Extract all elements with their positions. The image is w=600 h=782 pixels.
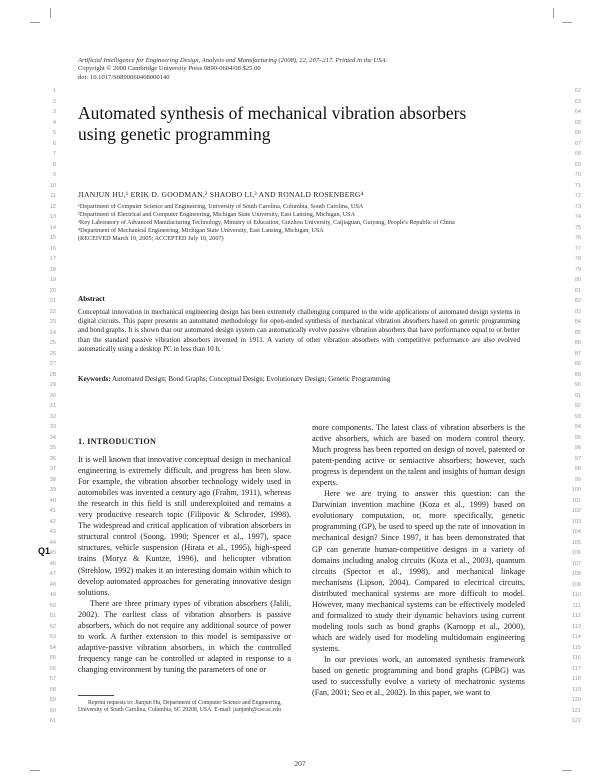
line-number: 8 xyxy=(52,161,56,168)
line-number: 94 xyxy=(574,424,581,430)
reprint-footnote: Reprint requests to: Jianjun Hu, Department of Computer Science and Engineering, University of South Carolina, Columbia, SC 29208, USA. E-mail: jianjunh@cse.sc.edu xyxy=(78,700,282,714)
crop-mark-top-right-v xyxy=(553,8,554,18)
line-number: 40 xyxy=(49,497,56,504)
line-number: 37 xyxy=(49,466,56,472)
crop-mark-top-right xyxy=(562,22,572,23)
line-number: 24 xyxy=(49,329,56,336)
crop-mark-top-left xyxy=(30,22,40,23)
line-number: 103 xyxy=(571,518,581,525)
line-number: 120 xyxy=(571,697,581,703)
line-number: 39 xyxy=(49,487,56,493)
line-number: 60 xyxy=(49,707,56,714)
line-number: 49 xyxy=(49,592,56,598)
line-number: 84 xyxy=(574,319,581,325)
abstract-heading: Abstract xyxy=(78,295,105,303)
affiliations xyxy=(78,203,518,243)
line-number: 97 xyxy=(574,455,581,462)
line-number: 111 xyxy=(572,602,581,609)
line-number: 25 xyxy=(49,340,56,346)
line-number: 121 xyxy=(571,707,581,714)
line-number: 69 xyxy=(574,161,581,168)
line-numbers-left xyxy=(42,86,56,727)
line-number: 68 xyxy=(574,151,581,157)
line-number: 2 xyxy=(52,98,56,105)
line-number: 57 xyxy=(49,676,56,682)
line-number: 95 xyxy=(574,434,581,441)
journal-doi[interactable]: doi: 10.1017/S0890060408000140 xyxy=(78,73,170,81)
keywords xyxy=(78,375,390,383)
keywords-label: Keywords: xyxy=(78,375,111,383)
line-number: 122 xyxy=(571,718,581,724)
line-number: 18 xyxy=(49,266,56,273)
line-number: 12 xyxy=(49,203,56,210)
line-number: 74 xyxy=(574,214,581,220)
paper-title: Automated synthesis of mechanical vibration absorbers using genetic programming xyxy=(78,103,467,144)
line-number: 19 xyxy=(49,277,56,283)
affiliation-1: ¹Department of Computer Science and Engineering, University of South Carolina, Columbia, South Carolina, USA xyxy=(78,203,364,210)
line-number: 101 xyxy=(571,497,581,504)
line-number: 75 xyxy=(574,224,581,231)
line-number: 70 xyxy=(574,172,581,178)
line-number: 92 xyxy=(574,403,581,409)
line-number: 83 xyxy=(574,308,581,315)
paragraph: more components. The latest class of vibration absorbers is the active absorbers, which are based on modern control theory. Much progress has been reported on design of novel, patented or patent-pending active or semiactive absorbers; however, such progress is dependent on the talent and insights of human design experts. xyxy=(312,423,525,488)
line-number: 71 xyxy=(574,182,581,189)
line-number: 98 xyxy=(574,466,581,472)
line-number: 4 xyxy=(52,119,56,126)
line-number: 104 xyxy=(571,529,581,535)
line-number: 105 xyxy=(571,539,581,546)
line-number: 107 xyxy=(571,560,581,567)
line-number: 59 xyxy=(49,697,56,703)
line-number: 72 xyxy=(574,193,581,199)
line-number: 54 xyxy=(49,644,56,651)
line-number: 62 xyxy=(574,88,581,94)
received-dates: (RECEIVED March 10, 2005; ACCEPTED July 10, 2007) xyxy=(78,235,224,243)
line-number: 118 xyxy=(572,676,581,682)
line-number: 26 xyxy=(49,350,56,357)
line-number: 52 xyxy=(49,623,56,630)
affiliation-4: ⁴Department of Mechanical Engineering, Michigan State University, East Lansing, Michigan, USA xyxy=(78,227,324,235)
line-number: 106 xyxy=(571,550,581,556)
line-number: 93 xyxy=(574,413,581,420)
line-number: 116 xyxy=(572,655,581,661)
affiliation-2: ²Department of Electrical and Computer Engineering, Michigan State University, East Lansing, Michigan, USA xyxy=(78,211,356,219)
body-column-left xyxy=(78,436,291,675)
line-number: 117 xyxy=(572,665,581,672)
line-number: 21 xyxy=(49,298,56,304)
line-number: 34 xyxy=(49,434,56,441)
line-number: 32 xyxy=(49,413,56,420)
line-number: 109 xyxy=(571,581,581,588)
line-number: 35 xyxy=(49,445,56,451)
line-number: 66 xyxy=(574,130,581,136)
line-number: 89 xyxy=(574,371,581,378)
line-number: 23 xyxy=(49,319,56,325)
line-number: 42 xyxy=(49,518,56,525)
line-number: 51 xyxy=(49,613,56,619)
line-number: 20 xyxy=(49,287,56,294)
line-number: 112 xyxy=(572,613,581,619)
journal-copyright: Copyright © 2008 Cambridge University Press 0890-0604/08 $25.00 xyxy=(78,65,261,73)
line-number: 16 xyxy=(49,245,56,252)
line-number: 56 xyxy=(49,665,56,672)
line-number: 100 xyxy=(571,487,581,493)
line-number: 110 xyxy=(572,592,581,598)
line-number: 31 xyxy=(49,403,56,409)
author-list: JIANJUN HU,¹ ERIK D. GOODMAN,² SHAOBO LI,³ AND RONALD ROSENBERG⁴ xyxy=(78,190,364,199)
line-number: 10 xyxy=(49,182,56,189)
line-number: 64 xyxy=(574,109,581,115)
journal-citation: Artificial Intelligence for Engineering Design, Analysis and Manufacturing (2008), 22, 207–217. Printed in the USA. xyxy=(78,57,388,64)
line-number: 85 xyxy=(574,329,581,336)
line-number: 99 xyxy=(574,476,581,483)
body-column-right xyxy=(312,422,525,698)
line-number: 77 xyxy=(574,245,581,252)
crop-mark-top-left-v xyxy=(50,8,51,18)
line-number: 61 xyxy=(49,718,56,724)
line-number: 11 xyxy=(50,193,56,199)
footnote-divider xyxy=(78,695,114,696)
line-number: 113 xyxy=(572,623,581,630)
line-number: 22 xyxy=(49,308,56,315)
line-number: 6 xyxy=(52,140,56,147)
line-number: 67 xyxy=(574,140,581,147)
line-number: 86 xyxy=(574,340,581,346)
line-number: 119 xyxy=(572,686,581,693)
line-number: 14 xyxy=(49,224,56,231)
line-number: 96 xyxy=(574,445,581,451)
line-number: 78 xyxy=(574,256,581,262)
line-number: 29 xyxy=(49,382,56,388)
line-number: 55 xyxy=(49,655,56,661)
line-number: 44 xyxy=(49,539,56,546)
page-number: 207 xyxy=(294,759,306,768)
line-number: 114 xyxy=(572,634,581,640)
query-marker: Q1 xyxy=(38,546,51,556)
line-number: 80 xyxy=(574,277,581,283)
line-number: 33 xyxy=(49,424,56,430)
line-number: 3 xyxy=(52,109,56,115)
keywords-text: Automated Design; Bond Graphs; Conceptual Design; Evolutionary Design; Genetic Programming xyxy=(112,375,391,383)
line-number: 63 xyxy=(574,98,581,105)
line-number: 5 xyxy=(52,130,56,136)
line-number: 90 xyxy=(574,382,581,388)
line-number: 58 xyxy=(49,686,56,693)
line-number: 41 xyxy=(49,508,56,514)
line-number: 115 xyxy=(572,644,581,651)
line-number: 79 xyxy=(574,266,581,273)
paragraph: Here we are trying to answer this question: can the Darwinian invention machine (Koza et al., 1999) based on evolutionary computation, or, more specifically, genetic programming (GP), be used to speed up the rate of innovation in mechanical design? Since 1997, it has been demonstrated that GP can generate human-competitive designs in a variety of domains including analog circuits (Koza et al., 2003), quantum circuits (Spector et al., 1998), and mechanical linkage mechanisms (Lipson, 2004). Compared to electrical circuits, distributed mechanical systems are more difficult to model. However, many mechanical systems can be effectively modeled and formalized to study their dynamic behaviors using current modeling tools such as bond graphs (Karnopp et al., 2000), which are widely used for modeling multidomain engineering systems. xyxy=(312,489,525,653)
line-number: 30 xyxy=(49,392,56,399)
line-number: 45 xyxy=(49,550,56,556)
line-number: 36 xyxy=(49,455,56,462)
paragraph: There are three primary types of vibration absorbers (Jalili, 2002). The earliest class of vibration absorbers is passive absorbers, which do not require any additional source of power to work. A further extension to this model is semipassive or adaptive-passive vibration absorbers, in which the controlled frequency range can be controlled or adapted in response to a changing environment by tuning the parameters of one or xyxy=(78,598,291,674)
line-number: 47 xyxy=(49,571,56,577)
section-heading-introduction: 1. INTRODUCTION xyxy=(78,437,157,446)
paragraph: In our previous work, an automated synthesis framework based on genetic programming and bond graphs (GPBG) was used to successfully evolve a variety of mechatronic systems (Fan, 2001; Seo et al., 2002). In this paper, we want to xyxy=(312,654,525,698)
line-number: 81 xyxy=(574,287,581,294)
line-number: 87 xyxy=(574,350,581,357)
journal-info xyxy=(78,57,538,82)
line-number: 82 xyxy=(574,298,581,304)
line-number: 73 xyxy=(574,203,581,210)
crop-mark-bottom-left xyxy=(30,770,40,771)
line-number: 108 xyxy=(571,571,581,577)
line-number: 91 xyxy=(574,392,581,399)
line-number: 13 xyxy=(49,214,56,220)
line-number: 7 xyxy=(52,151,56,157)
paragraph: It is well known that innovative conceptual design in mechanical engineering is extremely difficult, and progress has been slow. For example, the vibration absorber technology widely used in automobiles was invented a century ago (Frahm, 1911), whereas the research in this field is still underexploited and remains a very productive research topic (Filipovic & Schroder, 1998). The widespread and critical application of vibration absorbers in structural control (Soong, 1990; Spencer et al., 1997), space structures, vehicle suspension (Hirata et al., 1995), high-speed trains (Moryz & Kuntze, 1996), and helicopter vibration (Strehlow, 1992) makes it an interesting domain within which to develop automated approaches for generating innovative design solutions. xyxy=(78,455,291,597)
line-number: 50 xyxy=(49,602,56,609)
line-number: 27 xyxy=(49,361,56,367)
line-number: 88 xyxy=(574,361,581,367)
line-number: 46 xyxy=(49,560,56,567)
line-number: 15 xyxy=(49,235,56,241)
abstract-text: Conceptual innovation in mechanical engineering design has been extremely challenging compared to the wide applications of automated design systems in digital circuits. This paper presents an automated methodology for open-ended synthesis of mechanical vibration absorbers based on genetic programming and bond graphs. It is shown that our automated design system can automatically evolve passive vibration absorbers that have performance equal to or better than the standard passive vibration absorbers invented in 1911. A variety of other vibration absorbers with competitive performance are also evolved automatically using a desktop PC in less than 10 h. xyxy=(78,308,520,353)
line-number: 17 xyxy=(49,256,56,262)
line-number: 9 xyxy=(52,172,56,178)
line-number: 53 xyxy=(49,634,56,640)
affiliation-3: ³Key Laboratory of Advanced Manufacturing Technology, Ministry of Education, Guizhou University, Caijiaguan, Guiyang, People's Republic of China xyxy=(78,219,455,227)
line-number: 43 xyxy=(49,529,56,535)
line-number: 76 xyxy=(574,235,581,241)
line-number: 28 xyxy=(49,371,56,378)
line-number: 102 xyxy=(571,508,581,514)
crop-mark-bottom-right xyxy=(562,770,572,771)
line-number: 1 xyxy=(52,88,56,94)
line-numbers-right xyxy=(567,86,581,727)
line-number: 65 xyxy=(574,119,581,126)
line-number: 38 xyxy=(49,476,56,483)
line-number: 48 xyxy=(49,581,56,588)
